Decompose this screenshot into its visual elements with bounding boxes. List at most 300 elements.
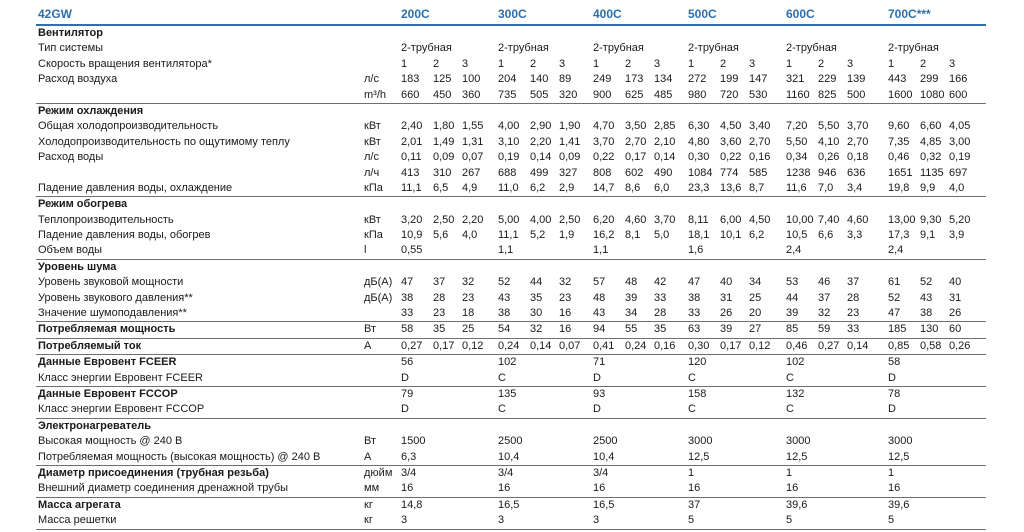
value-cell: D	[593, 403, 601, 416]
value-cell: 688	[498, 166, 517, 179]
value-cell: 23	[559, 291, 572, 304]
table-row	[36, 57, 986, 72]
value-cell: 35	[433, 323, 446, 336]
value-cell: 600	[949, 88, 968, 101]
value-cell: 32	[559, 276, 572, 289]
value-cell: 5	[786, 514, 793, 527]
row-label: Масса решетки	[38, 514, 117, 527]
value-cell: 2,85	[654, 120, 676, 133]
row-label: Масса агрегата	[38, 498, 121, 511]
value-cell: 500	[847, 88, 866, 101]
value-cell: 3,3	[847, 229, 863, 242]
row-label: Падение давления воды, охлаждение	[38, 181, 233, 194]
row-unit: дБ(A)	[364, 291, 393, 304]
value-cell: 0,24	[498, 339, 520, 352]
value-cell: 25	[462, 323, 475, 336]
value-cell: 1,55	[462, 120, 484, 133]
value-cell: 39,6	[786, 498, 808, 511]
value-cell: 23	[433, 307, 446, 320]
value-cell: 47	[888, 307, 901, 320]
value-cell: 38	[401, 291, 414, 304]
value-cell: 6,60	[920, 120, 942, 133]
value-cell: 40	[720, 276, 733, 289]
value-cell: 1,6	[688, 244, 704, 257]
value-cell: 5,6	[433, 229, 449, 242]
value-cell: 3	[847, 57, 854, 70]
value-cell: 5	[688, 514, 695, 527]
row-unit: Вт	[364, 323, 377, 336]
row-label: Режим охлаждения	[38, 104, 144, 117]
value-cell: 1238	[786, 166, 811, 179]
value-cell: 2,9	[559, 181, 575, 194]
value-cell: 18	[462, 307, 475, 320]
value-cell: 808	[593, 166, 612, 179]
value-cell: 5,20	[949, 213, 971, 226]
value-cell: 2-трубная	[888, 42, 939, 55]
value-cell: 1	[401, 57, 408, 70]
value-cell: 16	[786, 482, 799, 495]
value-cell: 3,60	[720, 135, 742, 148]
value-cell: 3,20	[401, 213, 423, 226]
value-cell: 100	[462, 73, 481, 86]
value-cell: 3	[401, 514, 408, 527]
value-cell: 1	[498, 57, 505, 70]
table-row	[36, 26, 986, 41]
value-cell: 58	[888, 356, 901, 369]
value-cell: 3,10	[498, 135, 520, 148]
section-fan	[36, 26, 986, 104]
value-cell: 56	[401, 356, 414, 369]
spec-table	[36, 6, 986, 530]
value-cell: 3,40	[749, 120, 771, 133]
table-row	[36, 41, 986, 56]
value-cell: 140	[530, 73, 549, 86]
value-cell: 139	[847, 73, 866, 86]
value-cell: 17,3	[888, 229, 910, 242]
value-cell: 2	[920, 57, 927, 70]
value-cell: 1,1	[593, 244, 609, 257]
value-cell: 1,80	[433, 120, 455, 133]
value-cell: 1	[888, 466, 895, 479]
value-cell: 33	[688, 307, 701, 320]
column-header-200c: 200C	[401, 7, 430, 21]
value-cell: 38	[688, 291, 701, 304]
value-cell: 16	[559, 323, 572, 336]
value-cell: 28	[433, 291, 446, 304]
value-cell: 2-трубная	[401, 42, 452, 55]
value-cell: D	[888, 403, 896, 416]
row-label: Общая холодопроизводительность	[38, 120, 219, 133]
value-cell: 5	[888, 514, 895, 527]
value-cell: 0,26	[818, 151, 840, 164]
table-row	[36, 513, 986, 528]
value-cell: 5,50	[818, 120, 840, 133]
table-row	[36, 260, 986, 275]
value-cell: 166	[949, 73, 968, 86]
row-unit: кВт	[364, 135, 381, 148]
row-label: Уровень шума	[38, 260, 117, 273]
row-label: Объем воды	[38, 244, 103, 257]
value-cell: 135	[498, 387, 517, 400]
value-cell: 61	[888, 276, 901, 289]
value-cell: 1,1	[498, 244, 514, 257]
value-cell: 20	[749, 307, 762, 320]
row-label: Вентилятор	[38, 27, 103, 39]
row-label: Данные Евровент FCCOP	[38, 387, 178, 400]
value-cell: 327	[559, 166, 578, 179]
table-row	[36, 228, 986, 243]
value-cell: 37	[847, 276, 860, 289]
row-unit: A	[364, 339, 372, 352]
value-cell: 35	[530, 291, 543, 304]
value-cell: 0,14	[530, 339, 552, 352]
value-cell: 54	[498, 323, 511, 336]
value-cell: 89	[559, 73, 572, 86]
value-cell: 63	[688, 323, 701, 336]
value-cell: 38	[920, 307, 933, 320]
table-row	[36, 387, 986, 402]
table-row	[36, 434, 986, 449]
value-cell: C	[498, 403, 506, 416]
value-cell: 8,1	[625, 229, 641, 242]
row-label: Уровень звуковой мощности	[38, 276, 184, 289]
value-cell: 0,41	[593, 339, 615, 352]
value-cell: 2	[625, 57, 632, 70]
value-cell: 30	[530, 307, 543, 320]
value-cell: 320	[559, 88, 578, 101]
row-unit: Вт	[364, 435, 377, 448]
value-cell: 2,20	[462, 213, 484, 226]
value-cell: 33	[401, 307, 414, 320]
row-unit: мм	[364, 482, 380, 495]
value-cell: 27	[749, 323, 762, 336]
value-cell: 2-трубная	[498, 42, 549, 55]
value-cell: 18,1	[688, 229, 710, 242]
table-row	[36, 322, 986, 337]
value-cell: 1,90	[559, 120, 581, 133]
value-cell: 900	[593, 88, 612, 101]
value-cell: D	[888, 371, 896, 384]
value-cell: 272	[688, 73, 707, 86]
value-cell: 55	[625, 323, 638, 336]
value-cell: 11,1	[401, 181, 422, 194]
row-unit: л/с	[364, 151, 379, 164]
value-cell: 1135	[920, 166, 944, 179]
row-label: Скорость вращения вентилятора*	[38, 57, 212, 70]
value-cell: C	[688, 403, 696, 416]
value-cell: 0,32	[920, 151, 942, 164]
value-cell: 267	[462, 166, 481, 179]
value-cell: 13,00	[888, 213, 916, 226]
value-cell: 23,3	[688, 181, 710, 194]
value-cell: 4,0	[949, 181, 965, 194]
value-cell: 636	[847, 166, 866, 179]
value-cell: 16	[593, 482, 606, 495]
value-cell: 8,6	[625, 181, 641, 194]
row-label: Тип системы	[38, 42, 104, 55]
value-cell: 229	[818, 73, 837, 86]
value-cell: 2-трубная	[786, 42, 837, 55]
value-cell: 147	[749, 73, 768, 86]
value-cell: 4,50	[749, 213, 771, 226]
value-cell: 2,70	[749, 135, 771, 148]
value-cell: 1	[593, 57, 600, 70]
value-cell: 8,7	[749, 181, 765, 194]
value-cell: 39,6	[888, 498, 910, 511]
value-cell: 4,80	[688, 135, 710, 148]
table-row	[36, 291, 986, 306]
value-cell: 71	[593, 356, 606, 369]
value-cell: 173	[625, 73, 644, 86]
value-cell: 2,10	[654, 135, 676, 148]
value-cell: 443	[888, 73, 907, 86]
value-cell: 0,22	[720, 151, 742, 164]
value-cell: 2,50	[559, 213, 581, 226]
value-cell: 11,0	[498, 181, 519, 194]
value-cell: 16,5	[498, 498, 520, 511]
row-unit: кПа	[364, 181, 383, 194]
table-header	[36, 6, 986, 26]
value-cell: 37	[818, 291, 831, 304]
value-cell: 0,19	[949, 151, 971, 164]
value-cell: D	[593, 371, 601, 384]
table-row	[36, 197, 986, 212]
value-cell: 23	[847, 307, 860, 320]
value-cell: 1	[688, 57, 695, 70]
value-cell: 16,5	[593, 498, 615, 511]
value-cell: 774	[720, 166, 739, 179]
table-row	[36, 275, 986, 290]
column-header-400c: 400C	[593, 7, 622, 21]
value-cell: 5,50	[786, 135, 808, 148]
value-cell: 33	[654, 291, 667, 304]
value-cell: 14,8	[401, 498, 423, 511]
value-cell: 2	[818, 57, 825, 70]
value-cell: 3/4	[593, 466, 609, 479]
table-row	[36, 88, 986, 103]
value-cell: 3000	[888, 435, 913, 448]
value-cell: 57	[593, 276, 606, 289]
table-row	[36, 243, 986, 258]
value-cell: 19,8	[888, 181, 910, 194]
value-cell: 3/4	[498, 466, 514, 479]
value-cell: 94	[593, 323, 606, 336]
row-unit: дюйм	[364, 466, 393, 479]
section-connection	[36, 466, 986, 498]
value-cell: 4,60	[847, 213, 869, 226]
value-cell: 321	[786, 73, 805, 86]
section-current	[36, 339, 986, 355]
value-cell: 735	[498, 88, 517, 101]
row-unit: кВт	[364, 120, 381, 133]
row-label: Высокая мощность @ 240 В	[38, 435, 183, 448]
value-cell: 44	[530, 276, 543, 289]
value-cell: 1080	[920, 88, 945, 101]
value-cell: 0,22	[593, 151, 615, 164]
row-label: Расход воды	[38, 151, 104, 164]
column-header-500c: 500C	[688, 7, 717, 21]
value-cell: 39	[720, 323, 733, 336]
row-unit: кВт	[364, 213, 381, 226]
value-cell: 3	[559, 57, 566, 70]
value-cell: 4,00	[530, 213, 552, 226]
value-cell: 6,3	[401, 450, 417, 463]
value-cell: 825	[818, 88, 837, 101]
table-row	[36, 166, 986, 181]
value-cell: 8,11	[688, 213, 709, 226]
row-label: Данные Евровент FCEER	[38, 356, 177, 369]
value-cell: 33	[847, 323, 860, 336]
value-cell: 12,5	[688, 450, 710, 463]
value-cell: 2	[530, 57, 537, 70]
table-row	[36, 181, 986, 196]
value-cell: 6,2	[749, 229, 765, 242]
column-header-600c: 600C	[786, 7, 815, 21]
value-cell: 490	[654, 166, 673, 179]
table-row	[36, 466, 986, 481]
table-row	[36, 355, 986, 370]
value-cell: 32	[818, 307, 831, 320]
row-unit: кг	[364, 514, 373, 527]
value-cell: 0,17	[433, 339, 455, 352]
value-cell: 48	[625, 276, 638, 289]
value-cell: 6,00	[720, 213, 742, 226]
value-cell: 585	[749, 166, 768, 179]
value-cell: 2,40	[401, 120, 423, 133]
value-cell: 46	[818, 276, 831, 289]
value-cell: 26	[720, 307, 733, 320]
value-cell: 1,31	[462, 135, 484, 148]
value-cell: 0,46	[786, 339, 808, 352]
value-cell: 3,50	[625, 120, 647, 133]
value-cell: 299	[920, 73, 939, 86]
value-cell: 0,14	[847, 339, 869, 352]
value-cell: 34	[749, 276, 762, 289]
row-label: Режим обогрева	[38, 198, 128, 211]
table-row	[36, 371, 986, 386]
row-label: Уровень звукового давления**	[38, 291, 193, 304]
value-cell: 52	[498, 276, 511, 289]
value-cell: 16	[401, 482, 414, 495]
value-cell: 130	[920, 323, 939, 336]
value-cell: 2,20	[530, 135, 552, 148]
row-unit: A	[364, 450, 372, 463]
value-cell: 2	[720, 57, 727, 70]
value-cell: 1084	[688, 166, 713, 179]
value-cell: 0,26	[949, 339, 971, 352]
table-body	[36, 26, 986, 530]
row-unit: дБ(A)	[364, 276, 393, 289]
value-cell: 199	[720, 73, 739, 86]
value-cell: 4,9	[462, 181, 478, 194]
value-cell: 0,55	[401, 244, 423, 257]
value-cell: 0,58	[920, 339, 942, 352]
value-cell: 3,70	[593, 135, 615, 148]
value-cell: 31	[949, 291, 962, 304]
value-cell: 38	[498, 307, 511, 320]
table-row	[36, 104, 986, 119]
table-row	[36, 119, 986, 134]
value-cell: 9,60	[888, 120, 910, 133]
value-cell: 6,5	[433, 181, 449, 194]
value-cell: 16,2	[593, 229, 615, 242]
value-cell: 3	[654, 57, 661, 70]
section-fccop	[36, 387, 986, 419]
value-cell: 3	[593, 514, 600, 527]
value-cell: 2,90	[530, 120, 552, 133]
column-header-700c: 700C***	[888, 7, 931, 21]
value-cell: 52	[888, 291, 901, 304]
value-cell: 3,70	[847, 120, 869, 133]
row-label: Значение шумоподавления**	[38, 307, 187, 320]
value-cell: 3000	[786, 435, 811, 448]
table-row	[36, 135, 986, 150]
section-cooling	[36, 104, 986, 197]
value-cell: 0,85	[888, 339, 910, 352]
value-cell: 52	[920, 276, 933, 289]
value-cell: 2,01	[401, 135, 423, 148]
value-cell: 183	[401, 73, 420, 86]
value-cell: 0,16	[749, 151, 771, 164]
value-cell: 35	[654, 323, 667, 336]
value-cell: 4,05	[949, 120, 971, 133]
value-cell: 485	[654, 88, 673, 101]
value-cell: 9,30	[920, 213, 942, 226]
value-cell: 499	[530, 166, 549, 179]
value-cell: 102	[498, 356, 517, 369]
value-cell: 505	[530, 88, 549, 101]
value-cell: 10,9	[401, 229, 423, 242]
value-cell: 2,70	[847, 135, 869, 148]
value-cell: 1,9	[559, 229, 575, 242]
value-cell: 93	[593, 387, 606, 400]
row-unit: кг	[364, 498, 373, 511]
value-cell: 946	[818, 166, 837, 179]
value-cell: 3,9	[949, 229, 965, 242]
value-cell: 3,70	[654, 213, 676, 226]
value-cell: 1160	[786, 88, 810, 101]
value-cell: 0,07	[462, 151, 484, 164]
value-cell: 4,70	[593, 120, 615, 133]
value-cell: C	[498, 371, 506, 384]
value-cell: 7,40	[818, 213, 840, 226]
value-cell: 0,30	[688, 339, 710, 352]
value-cell: 9,9	[920, 181, 936, 194]
row-unit: л/с	[364, 73, 379, 86]
value-cell: 40	[949, 276, 962, 289]
value-cell: 0,12	[462, 339, 484, 352]
value-cell: 0,24	[625, 339, 647, 352]
value-cell: 37	[688, 498, 701, 511]
row-label: Потребляемая мощность	[38, 323, 176, 336]
value-cell: 720	[720, 88, 739, 101]
value-cell: C	[688, 371, 696, 384]
value-cell: 0,18	[847, 151, 869, 164]
value-cell: 47	[401, 276, 414, 289]
value-cell: 25	[749, 291, 762, 304]
value-cell: 85	[786, 323, 799, 336]
row-label: Класс энергии Евровент FCCOP	[38, 403, 205, 416]
value-cell: 1	[888, 57, 895, 70]
value-cell: 6,20	[593, 213, 615, 226]
row-label: Внешний диаметр соединения дренажной трубы	[38, 482, 289, 495]
value-cell: 48	[593, 291, 606, 304]
value-cell: 6,0	[654, 181, 670, 194]
value-cell: 32	[462, 276, 475, 289]
value-cell: 16	[559, 307, 572, 320]
value-cell: 0,27	[818, 339, 840, 352]
value-cell: 28	[847, 291, 860, 304]
